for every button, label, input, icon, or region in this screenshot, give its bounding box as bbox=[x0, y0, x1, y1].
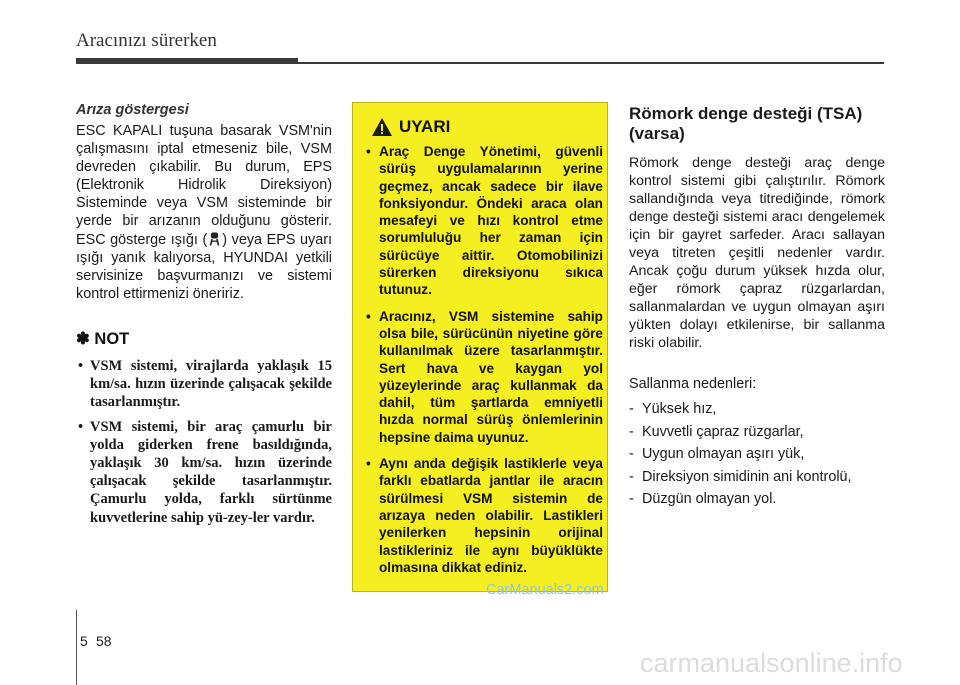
note-heading: ✽ NOT bbox=[76, 329, 130, 348]
sway-cause-item: - Kuvvetli çapraz rüzgarlar, bbox=[629, 421, 885, 444]
warning-box bbox=[352, 102, 608, 592]
warning-list bbox=[363, 143, 603, 585]
warning-item: • Araç Denge Yönetimi, güvenli sürüş uygulamalarının yerine geçmez, ancak sadece bir ilave fonksiyondur. Öndeki araca olan mesafeyi ve hızı kontrol etme sorumluluğu her zaman için sürücüye aittir. Otomobilinizi sürerken direksiyonu sıkıca tutunuz. bbox=[363, 143, 603, 299]
sway-causes-label: Sallanma nedenleri: bbox=[629, 376, 757, 392]
chapter-number: 5 bbox=[80, 633, 88, 649]
warning-item: • Aynı anda değişik lastiklerle veya farklı ebatlarda jantlar ile aracın sürülmesi VSM sistemin de arızaya neden olabilir. Lastikleri yenilerken hepsinin orijinal lastikleriniz ile aynı büyüklükte olmasına dikkat ediniz. bbox=[363, 455, 603, 576]
left-column bbox=[76, 102, 332, 533]
page-header-title: Aracınızı sürerken bbox=[76, 30, 217, 51]
warning-triangle-icon bbox=[371, 117, 393, 137]
fault-text-part1: ESC KAPALI tuşuna basarak VSM'nin çalışmasını iptal etmeseniz bile, VSM devreden çıkabilir. Bu durum, EPS (Elektronik Hidrolik Direksiyon) Sisteminde veya VSM sisteminde bir yerde bir arızanın olduğunu gösterir. ESC gösterge ışığı ( bbox=[76, 123, 332, 248]
right-column bbox=[629, 104, 885, 511]
header-bar-thick bbox=[76, 58, 298, 64]
warning-item: • Aracınız, VSM sistemine sahip olsa bile, sürücünün niyetine göre kullanılmak üzere tasarlanmıştır. Sert hava ve kaygan yol yüzeylerinde araç kullanmak da dahil, tüm şartlarda emniyetli hızda normal sürüş önlemlerinin hepsine daima uyunuz. bbox=[363, 308, 603, 446]
note-list bbox=[76, 357, 332, 527]
sway-cause-item: - Direksiyon simidinin ani kontrolü, bbox=[629, 466, 885, 489]
sway-cause-item: - Uygun olmayan aşırı yük, bbox=[629, 443, 885, 466]
sway-cause-item: - Düzgün olmayan yol. bbox=[629, 488, 885, 511]
watermark-text: CarManuals2.com bbox=[486, 582, 604, 598]
fault-indicator-text bbox=[76, 122, 332, 303]
fault-indicator-heading: Arıza göstergesi bbox=[76, 102, 189, 118]
fault-text-part2: ) veya EPS uyarı ışığı yanık kalıyorsa, HYUNDAI yetkili servisinize başvurmanızı ve sistemi kontrol ettirmenizi öneririz. bbox=[76, 231, 332, 302]
esc-warning-icon bbox=[208, 232, 221, 246]
note-item: • VSM sistemi, virajlarda yaklaşık 15 km/sa. hızın üzerinde çalışacak şekilde tasarlanmıştır. bbox=[76, 357, 332, 412]
warning-title: UYARI bbox=[399, 117, 451, 136]
tsa-text: Römork denge desteği araç denge kontrol sistemi gibi çalıştırılır. Römork sallandığında veya titrediğinde, römork denge desteği sistemi aracı dengelemek için bir gayret sarfeder. Aracı sallayan veya titreten çeşitli nedenler vardır. Ancak çoğu durum yüksek hızda olur, eğer römork çapraz rüzgarlardan, sallanmalardan ve uygun olmayan aşırı yükten dolayı etkilenirse, bir sallanma riski olabilir. bbox=[629, 155, 885, 351]
note-item: • VSM sistemi, bir araç çamurlu bir yolda giderken frene basıldığında, yaklaşık 30 km/sa. hızın üzerinde çalışacak şekilde tasarlanmıştır. Çamurlu yolda, farklı sürtünme kuvvetlerine sahip yü-zey-ler vardır. bbox=[76, 418, 332, 527]
page-number: 58 bbox=[96, 633, 112, 649]
footer-divider bbox=[76, 610, 77, 685]
sway-cause-item: - Yüksek hız, bbox=[629, 398, 885, 421]
warning-header bbox=[371, 117, 450, 137]
header-bar-thin bbox=[298, 62, 884, 64]
tsa-title: Römork denge desteği (TSA) (varsa) bbox=[629, 104, 863, 143]
sway-causes-list bbox=[629, 398, 885, 511]
footer-site-watermark: carmanualsonline.info bbox=[640, 648, 903, 678]
